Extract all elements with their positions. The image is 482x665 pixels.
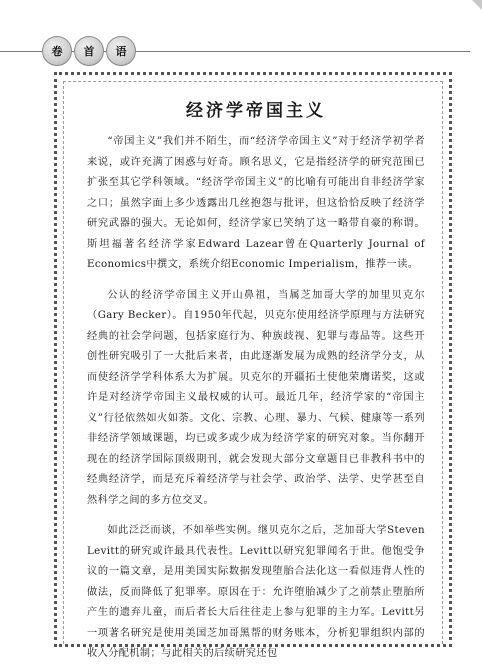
header-badge-1: 卷 bbox=[42, 36, 72, 66]
header-badge-3: 语 bbox=[106, 36, 136, 66]
article-paragraph-2: 公认的经济学帝国主义开山鼻祖，当属芝加哥大学的加里贝克尔（Gary Becker）。自1950年代起，贝克尔使用经济学原理与方法研究经典的社会学问题，包括家庭行为、种族歧视、犯罪与毒品等。这些开创性研究吸引了一大批后来者，由此逐渐发展为成熟的经济学分支，从而使经济学学科体系大为扩展。贝克尔的开疆拓土使他荣膺诺奖，这或许是对经济学帝国主义最权威的认可。最近几年，经济学家的“帝国主义”行径依然如火如荼。文化、宗教、心理、暴力、气候、健康等一系列非经济学领域课题，均已或多或少成为经济学家的研究对象。当你翻开现在的经济学国际顶级期刊，就会发现大部分文章题目已非教科书中的经典经济学，而是充斥着经济学与社会学、政治学、法学、史学甚至自然科学之间的多方位交叉。 bbox=[87, 289, 425, 506]
article-paragraph-1: “帝国主义”我们并不陌生，而“经济学帝国主义”对于经济学初学者来说，或许充满了困惑与好奇。顾名思义，它是指经济学的研究范围已扩张至其它学科领域。“经济学帝国主义”的比喻有可能出自非经济学家之口；虽然字面上多少透露出几丝抱怨与批评，但这恰恰反映了经济学研究武器的强大。无论如何，经济学家已笑纳了这一略带自豪的称谓。斯坦福著名经济学家Edward Lazear曾在Quarterly Journal of Economics中撰文，系统介绍Economic Imperialism，推荐一读。 bbox=[87, 136, 425, 270]
article-body bbox=[87, 100, 425, 665]
header-badge-2: 首 bbox=[74, 36, 104, 66]
header-badge-group bbox=[42, 36, 136, 66]
section-header bbox=[0, 36, 470, 68]
page-corner-fold bbox=[472, 0, 482, 10]
article-paragraph-3: 如此泛泛而谈，不如举些实例。继贝克尔之后，芝加哥大学Steven Levitt的研究或许最具代表性。Levitt以研究犯罪闻名于世。他饱受争议的一篇文章，是用美国实际数据发现堕胎合法化这一看似违背人性的做法，反而降低了犯罪率。原因在于：允许堕胎减少了之前禁止堕胎所产生的遗弃儿童，而后者长大后往往走上参与犯罪的主力军。Levitt另一项著名研究是使用美国芝加哥黑帮的财务账本，分析犯罪组织内部的收入分配机制；与此相关的后续研究还包 bbox=[87, 525, 425, 659]
article-title: 经济学帝国主义 bbox=[186, 101, 326, 121]
